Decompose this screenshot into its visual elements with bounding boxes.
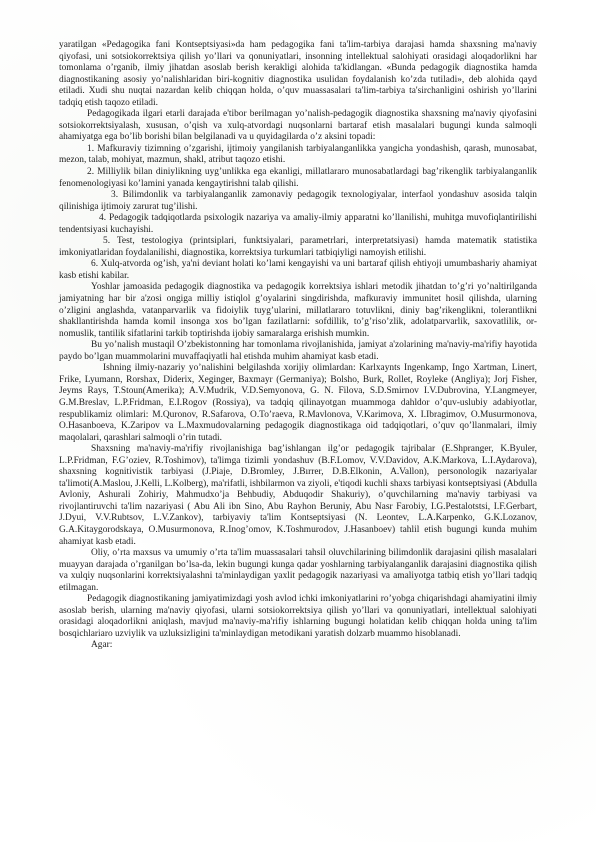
list-item-6: 6. Xulq-atvorda og’ish, ya'ni deviant holati ko’lami kengayishi va uni bartaraf qilish ehtiyoji umumbashariy ahamiyat kasb etishi kabilar. — [59, 259, 537, 281]
paragraph-independent-uzbekistan: Bu yo’nalish mustaqil O’zbekistonning har tomonlama rivojlanishida, jamiyat a'zolarining ma'naviy-ma'rifiy hayotida paydo bo’lgan muammolarini muvaffaqiyatli hal etishda muhim ahamiyat kasb etadi. — [59, 340, 537, 362]
paragraph-pedagogical-diagnostics: Pedagogikada ilgari etarli darajada e'tibor berilmagan yo’nalish-pedagogik diagnostika shaxsning ma'naviy qiyofasini sotsiokorrektsiyalash, xususan, o’qish va xulq-atvordagi nuqsonlarni bartaraf etish masalalari bugungi kunda salmoqli ahamiyatga ega bo’lib borishi bilan belgilanadi va u quyidagilarda o’z aksini topadi: — [59, 109, 537, 143]
list-item-4: 4. Pedagogik tadqiqotlarda psixologik nazariya va amaliy-ilmiy apparatni ko’llanilishi, muhitga muvofiqlantirilishi tendentsiyasi kuchayishi. — [59, 213, 537, 235]
list-item-1: 1. Mafkuraviy tizimning o’zgarishi, ijtimoiy yangilanish tarbiyalanganlikka yangicha yondashish, qarash, munosabat, mezon, talab, mohiyat, mazmun, shakl, atribut taqozo etishi. — [59, 143, 537, 166]
paragraph-significance: Pedagogik diagnostikaning jamiyatimizdagi yosh avlod ichki imkoniyatlarini ro’yobga chiqarishdagi ahamiyatini ilmiy asoslab berish, ularning ma'naviy qiyofasi, ularni sotsiokorrektsiya qilish yo’llari va qonuniyatlari, intellektual salohiyati orasidagi aloqadorlikni aniqlash, mavjud ma'naviy-ma'rifiy ishlarning bugungi holatidan kelib chiqqan holda uning ta'lim bosqichlariaro uzviylik va uzluksizligini ta'minlaydigan metodikani yaratish dolzarb muammo hisoblanadi. — [59, 594, 537, 639]
paragraph-higher-education: Oliy, o’rta maxsus va umumiy o’rta ta'lim muassasalari tahsil oluvchilarining bilimdonlik darajasini qilish masalalari muayyan darajada o’rganilgan bo’lsa-da, lekin bugungi kunga qadar yoshlarning tarbiyalanganlik darajasini diagnostika qilish va xulqiy nuqsonlarini korrektsiyalashni ta'minlaydigan yaxlit pedagogik nazariyasi va amaliyotga tatbiq etish yo’llari tadqiq etilmagan. — [59, 548, 537, 593]
paragraph-foreign-scholars: Ishning ilmiy-nazariy yo’nalishini belgilashda xorijiy olimlardan: Karlxaynts Ingenkamp, Ingo Xartman, Linert, Frike, Lyumann, Rorshax, Diderix, Xeginger, Baxmayr (Germaniya); Bolsho, Burk, Rollet, Royleke (Angliya); Jorj Fisher, Jeyms Rays, T.Stoun(Amerika); A.V.Mudrik, V.D.Semyonova, G. N. Filova, S.D.Smirnov I.V.Dubrovina, Y.Langmeyer, G.M.Breslav, L.P.Fridman, E.I.Rogov (Rossiya), va tadqiq qilinayotgan muammoga dahldor o’quv-uslubiy adabiyotlar, respublikamiz olimlari: M.Quronov, R.Safarova, O.To’raeva, R.Mavlonova, V.Karimova, X. I.Ibragimov, O.Musurmonova, O.Hasanboeva, K.Zaripov va L.Maxmudovalarning pedagogik diagnostikaga oid tadqiqotlari, o’quv qo’llanmalari, ilmiy maqolalari, qarashlari salmoqli o’rin tutadi. — [59, 363, 537, 443]
paragraph-agar: Agar: — [91, 640, 113, 651]
paragraph-youth-collective: Yoshlar jamoasida pedagogik diagnostika va pedagogik korrektsiya ishlari metodik jihatdan to’g’ri yo’naltirilganda jamiyatning har bir a'zosi ongiga milliy istiqlol g’oyalarini singdirishda, mafkuraviy immunitet hosil qilishda, ularning o’zligini anglashda, vatanparvarlik va fidoiylik tuyg’ularini, millatlararo totuvlikni, diniy bag’rikenglikni, tolerantlikni shakllantirishda hamda komil insonga xos bo’lgan fazilatlarni: sofdillik, to’g’riso’zlik, adolatparvarlik, saxovatlilik, or-nomuslik, tantilik sifatlarini tarkib toptirishda ijobiy samaralarga erishish mumkin. — [59, 282, 537, 339]
list-item-5: 5. Test, testologiya (printsiplari, funktsiyalari, parametrlari, interpretatsiyasi) hamda matematik statistika imkoniyatlaridan foydalanilishi, diagnostika, korrektsiya turkumlari tatbiqiyligi namoyish etilishi. — [59, 236, 537, 258]
list-item-2: 2. Milliylik bilan diniylikning uyg’unlikka ega ekanligi, millatlararo munosabatlardagi bag’rikenglik tarbiyalanganlik fenomenologiyasi ko’lamini yanada kengaytirishni talab qilishi. — [59, 167, 537, 189]
paragraph-intro: yaratilgan «Pedagogika fani Kontseptsiyasi»da ham pedagogika fani ta'lim-tarbiya darajasi hamda shaxsning ma'naviy qiyofasi, uni sotsiokorrektsiya qilish yo’llari va qonuniyatlari, insonning intellektual salohiyati orasidagi aloqadorlikni har tomonlama o’rganib, ilmiy jihatdan asoslab berish kerakligi alohida ta'kidlangan. «Bunda pedagogik diagnostika hamda diagnostikaning asosiy yo’nalishlaridan biri-kognitiv diagnostika usulidan foydalanish ko’zda tutiladi», deb alohida qayd etiladi. Xudi shu nuqtai nazardan kelib chiqqan holda, o’quv muassasalari ta'lim-tarbiya ta'sirchanligini oshirish yo’llarini tadqiq etish taqozo etiladi. — [59, 40, 537, 108]
list-item-3: 3. Bilimdonlik va tarbiyalanganlik zamonaviy pedagogik texnologiyalar, interfaol yondashuv asosida talqin qilinishiga ijtimoiy zarurat tug’ilishi. — [59, 190, 537, 212]
paragraph-advanced-experience: Shaxsning ma'naviy-ma'rifiy rivojlanishiga bag’ishlangan ilg’or pedagogik tajribalar (E.Shpranger, K.Byuler, L.P.Fridman, F.G’oziev, R.Toshimov), ta'limga tizimli yondashuv (B.F.Lomov, V.V.Davidov, A.K.Markova, L.I.Aydarova), shaxsning kognitivistik tarbiyasi (J.Piaje, D.Bromley, J.Bırrer, D.B.Elkonin, A.Vallon), personologik nazariyalar ta'limoti(A.Maslou, J.Kelli, L.Kolberg), ma'rifatli, ishbilarmon va ziyoli, e'tiqodi kuchli shaxs tarbiyasi kontseptsiyasi (Abdulla Avloniy, Ashurali Zohiriy, Mahmudxo’ja Behbudiy, Abduqodir Shakuriy), o’quvchilarning ma'naviy tarbiyasi va rivojlantiruvchi ta'lim nazariyasi ( Abu Ali ibn Sino, Abu Rayhon Beruniy, Abu Nasr Farobiy, I.G.Pestalotstsi, I.F.Gerbart, J.Dyui, V.V.Rubtsov, L.V.Zankov), tarbiyaviy ta'lim Kontseptsiyasi (N. Leontev, L.A.Karpenko, G.K.Lozanov, G.A.Kitaygorodskaya, O.Musurmonova, R.Inog’omov, K.Toshmurodov, J.Hasanboev) tahlil etish bugungi kunda muhim ahamiyat kasb etadi. — [59, 444, 537, 547]
